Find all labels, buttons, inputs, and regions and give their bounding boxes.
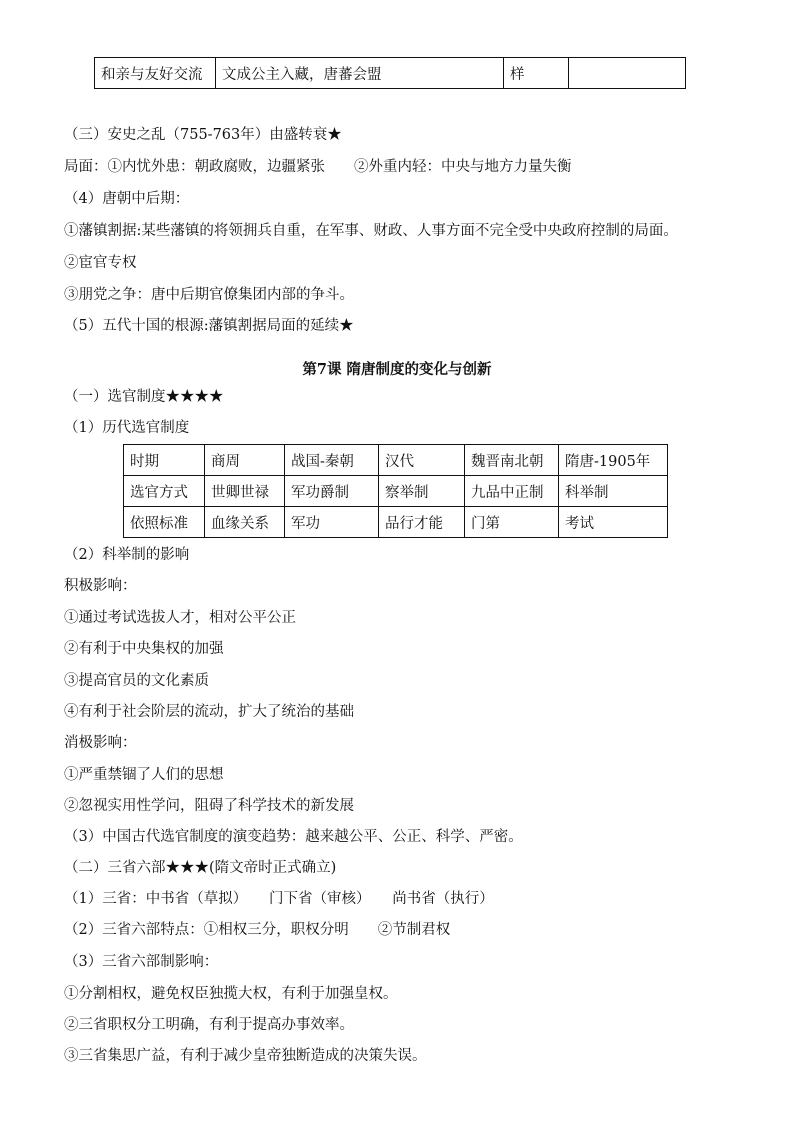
table-cell: 文成公主入藏，唐蕃会盟 — [216, 58, 504, 89]
table-cell: 门第 — [465, 507, 559, 538]
table-cell — [569, 58, 686, 89]
selection-system-table — [123, 444, 668, 538]
table-cell: 隋唐-1905年 — [559, 445, 668, 476]
table-cell: 时期 — [124, 445, 205, 476]
text-line: 积极影响： — [64, 578, 137, 594]
table-cell: 依照标准 — [124, 507, 205, 538]
section-heading-selection: （一）选官制度★★★★ — [64, 389, 224, 405]
text-line: ①严重禁锢了人们的思想 — [64, 767, 224, 783]
table-cell: 科举制 — [559, 476, 668, 507]
table-cell: 商周 — [205, 445, 285, 476]
text-line: ①分割相权，避免权臣独揽大权，有利于加强皇权。 — [64, 986, 398, 1002]
table-cell: 战国-秦朝 — [285, 445, 379, 476]
table-cell: 血缘关系 — [205, 507, 285, 538]
table-cell: 品行才能 — [379, 507, 465, 538]
table-row — [124, 476, 668, 507]
table-cell: 魏晋南北朝 — [465, 445, 559, 476]
text-line: （1）三省：中书省（草拟） 门下省（审核） 尚书省（执行） — [64, 891, 494, 907]
text-line: 消极影响： — [64, 735, 137, 751]
table-cell: 选官方式 — [124, 476, 205, 507]
text-line: ②三省职权分工明确，有利于提高办事效率。 — [64, 1017, 354, 1033]
table-cell: 考试 — [559, 507, 668, 538]
section-heading-history: （1）历代选官制度 — [64, 420, 190, 436]
top-table — [94, 57, 686, 89]
section-heading-three-departments: （二）三省六部★★★(隋文帝时正式确立) — [64, 860, 337, 876]
table-cell: 军功爵制 — [285, 476, 379, 507]
text-line: ③提高官员的文化素质 — [64, 673, 209, 689]
table-cell: 和亲与友好交流 — [95, 58, 216, 89]
table-cell: 察举制 — [379, 476, 465, 507]
section-heading-an-shi: （三）安史之乱（755-763年）由盛转衰★ — [64, 127, 342, 143]
table-cell: 世卿世禄 — [205, 476, 285, 507]
section-heading-late-tang: （4）唐朝中后期： — [64, 191, 190, 207]
table-cell: 军功 — [285, 507, 379, 538]
table-cell: 样 — [504, 58, 569, 89]
text-line: ①藩镇割据:某些藩镇的将领拥兵自重，在军事、财政、人事方面不完全受中央政府控制的局面。 — [64, 223, 678, 239]
text-line: ②忽视实用性学问，阻碍了科学技术的新发展 — [64, 798, 354, 814]
text-line: ①通过考试选拔人才，相对公平公正 — [64, 610, 296, 626]
table-row — [95, 58, 686, 89]
section-heading-five-dynasties: （5）五代十国的根源:藩镇割据局面的延续★ — [64, 318, 354, 334]
text-line: ④有利于社会阶层的流动，扩大了统治的基础 — [64, 704, 354, 720]
table-cell: 九品中正制 — [465, 476, 559, 507]
text-line: ②宦官专权 — [64, 255, 137, 271]
text-line: 局面：①内忧外患：朝政腐败，边疆紧张 ②外重内轻：中央与地方力量失衡 — [64, 159, 572, 175]
text-line: ②有利于中央集权的加强 — [64, 641, 224, 657]
text-line: ③朋党之争：唐中后期官僚集团内部的争斗。 — [64, 287, 354, 303]
table-row — [124, 445, 668, 476]
lesson-title: 第7课 隋唐制度的变化与创新 — [302, 361, 492, 378]
text-line: ③三省集思广益，有利于减少皇帝独断造成的决策失误。 — [64, 1048, 427, 1064]
text-line: （2）三省六部特点：①相权三分，职权分明 ②节制君权 — [64, 922, 451, 938]
table-cell: 汉代 — [379, 445, 465, 476]
text-line: （3）三省六部制影响： — [64, 954, 219, 970]
table-row — [124, 507, 668, 538]
section-heading-trend: （3）中国古代选官制度的演变趋势：越来越公平、公正、科学、严密。 — [64, 829, 523, 845]
section-heading-keju-impact: （2）科举制的影响 — [64, 547, 190, 563]
